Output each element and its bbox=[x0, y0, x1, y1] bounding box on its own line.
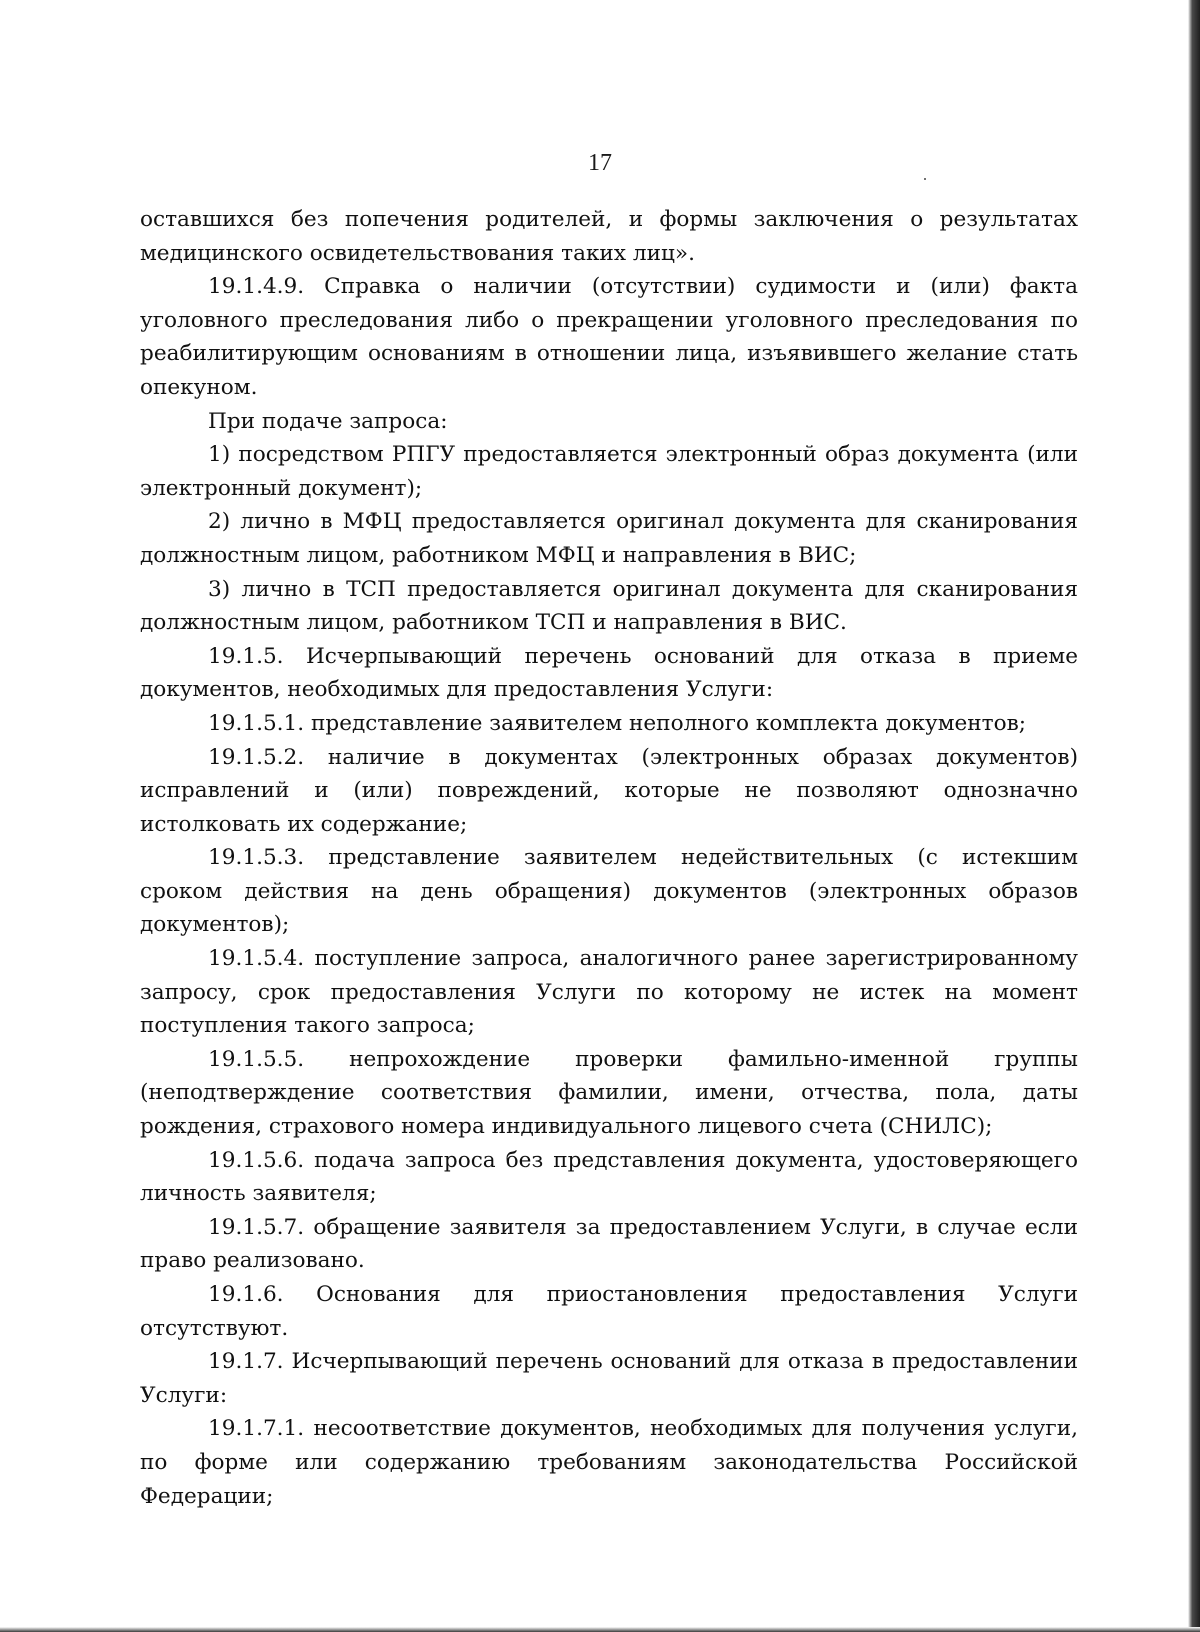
paragraph: 19.1.5.6. подача запроса без представления документа, удостоверяющего личность заявителя; bbox=[140, 1147, 1078, 1207]
scan-edge-right bbox=[1188, 0, 1200, 1632]
document-body bbox=[140, 203, 1078, 1513]
paragraph: 3) лично в ТСП предоставляется оригинал документа для сканирования должностным лицом, работником ТСП и направления в ВИС. bbox=[140, 576, 1078, 636]
paragraph: При подаче запроса: bbox=[208, 408, 448, 434]
paragraph: оставшихся без попечения родителей, и формы заключения о результатах медицинского освидетельствования таких лиц». bbox=[140, 207, 1078, 266]
paragraph: 19.1.5.5. непрохождение проверки фамильно-именной группы (неподтверждение соответствия фамилии, имени, отчества, пола, даты рождения, страхового номера индивидуального лицевого счета (СНИЛС); bbox=[140, 1046, 1078, 1140]
paragraph: 19.1.7. Исчерпывающий перечень оснований для отказа в предоставлении Услуги: bbox=[140, 1349, 1078, 1408]
paragraph: 19.1.4.9. Справка о наличии (отсутствии) судимости и (или) факта уголовного преследования либо о прекращении уголовного преследования по реабилитирующим основаниям в отношении лица, изъявившего желание стать опекуном. bbox=[140, 274, 1078, 400]
paragraph: 19.1.5.3. представление заявителем недействительных (с истекшим сроком действия на день обращения) документов (электронных образов документов); bbox=[140, 845, 1078, 938]
paragraph: 19.1.5.1. представление заявителем неполного комплекта документов; bbox=[208, 710, 1027, 736]
paragraph: 19.1.5. Исчерпывающий перечень оснований для отказа в приеме документов, необходимых для предоставления Услуги: bbox=[140, 643, 1078, 703]
paragraph: 2) лично в МФЦ предоставляется оригинал документа для сканирования должностным лицом, работником МФЦ и направления в ВИС; bbox=[140, 509, 1078, 568]
scan-speck bbox=[924, 178, 926, 180]
paragraph: 19.1.7.1. несоответствие документов, необходимых для получения услуги, по форме или содержанию требованиям законодательства Российской Федерации; bbox=[140, 1416, 1078, 1509]
paragraph: 19.1.5.4. поступление запроса, аналогичного ранее зарегистрированному запросу, срок предоставления Услуги по которому не истек на момент поступления такого запроса; bbox=[140, 946, 1078, 1039]
scan-edge-bottom bbox=[0, 1627, 1200, 1632]
paragraph: 19.1.6. Основания для приостановления предоставления Услуги отсутствуют. bbox=[140, 1282, 1078, 1341]
paragraph: 1) посредством РПГУ предоставляется электронный образ документа (или электронный документ); bbox=[140, 442, 1078, 501]
paragraph: 19.1.5.7. обращение заявителя за предоставлением Услуги, в случае если право реализовано. bbox=[140, 1214, 1078, 1274]
paragraph: 19.1.5.2. наличие в документах (электронных образах документов) исправлений и (или) повреждений, которые не позволяют однозначно истолковать их содержание; bbox=[140, 744, 1078, 837]
page-number: 17 bbox=[588, 150, 612, 176]
